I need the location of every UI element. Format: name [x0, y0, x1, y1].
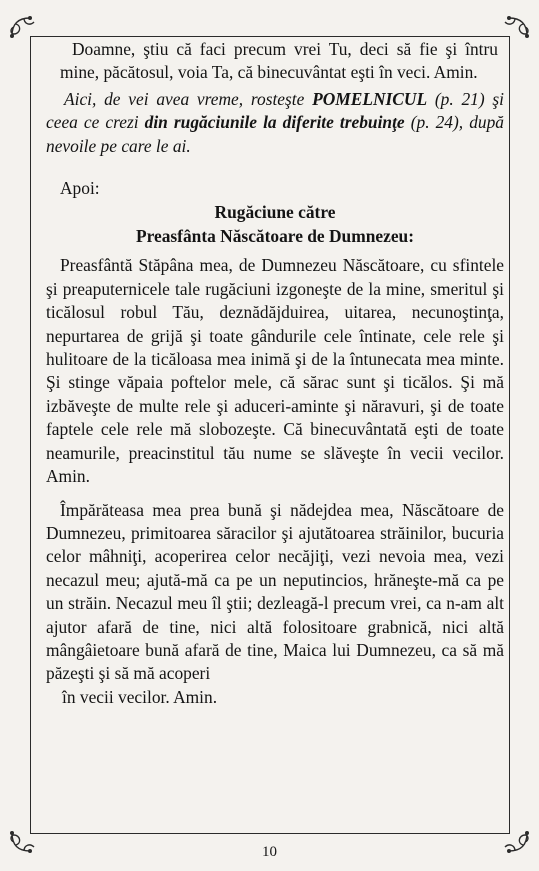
- prayer-paragraph: Preasfântă Stăpâna mea, de Dumnezeu Născătoare, cu sfintele şi preaputernicele tale rugăciuni izgoneşte de la mine, smeritul şi ticălosul robul Tău, deznădăjduirea, uitarea, necunoştinţa, nepurtarea de grijă şi toate gândurile cele întinate, cele rele şi hulitoare de la ticăloasa mea inimă şi de la întunecata mea minte. Şi stinge văpaia poftelor mele, că sărac sunt şi ticălos. Şi mă izbăveşte de multe rele şi aduceri-aminte şi năravuri, şi de toate faptele cele rele mă slobozeşte. Că binecuvântată eşti de toate neamurile, preacinstitul tău nume se slăveşte în vecii vecilor. Amin.: [46, 255, 504, 487]
- pomelnic-reference: POMELNICUL: [312, 88, 428, 109]
- prayer-title-line-1: Rugăciune către: [214, 202, 336, 223]
- instruction-text: (p. 24), după nevoile pe care le ai.: [46, 112, 504, 156]
- instruction-paragraph: [46, 88, 504, 158]
- prayers-reference: din rugăciunile la diferite trebuinţe: [144, 112, 405, 133]
- page-body: [46, 38, 504, 709]
- prayer-paragraph: Împărăteasa mea prea bună şi nădejdea mea, Născătoare de Dumnezeu, primitoarea săracilor şi ajutătoarea străinilor, bucuria celor mâhniţi, acoperirea celor necăjiţi, vezi nevoia mea, vezi necazul meu; ajută-mă ca pe un neputincios, hrăneşte-mă ca pe un străin. Necazul meu îl ştii; dezleagă-l precum vrei, ca n-am alt ajutor afară de tine, nici altă folositoare grabnică, nici altă mângâietoare bună afară de tine, Maica lui Dumnezeu, ca să mă păzeşti şi să mă acoperi: [46, 499, 504, 684]
- apoi-label: Apoi:: [60, 178, 100, 199]
- paragraph-closing-prayer: Doamne, ştiu că faci precum vrei Tu, deci să fie şi întru mine, păcătosul, voia Ta, că binecuvântat eşti în veci. Amin.: [60, 39, 498, 83]
- page-number: 10: [262, 844, 277, 860]
- prayer-title-line-2: Preasfânta Născătoare de Dumnezeu:: [135, 226, 415, 247]
- instruction-text: Aici, de vei avea vreme, rosteşte: [64, 88, 313, 109]
- instruction-text: (p. 21) şi ceea ce crezi: [46, 88, 504, 133]
- prayer-ending-line: în vecii vecilor. Amin.: [62, 686, 218, 707]
